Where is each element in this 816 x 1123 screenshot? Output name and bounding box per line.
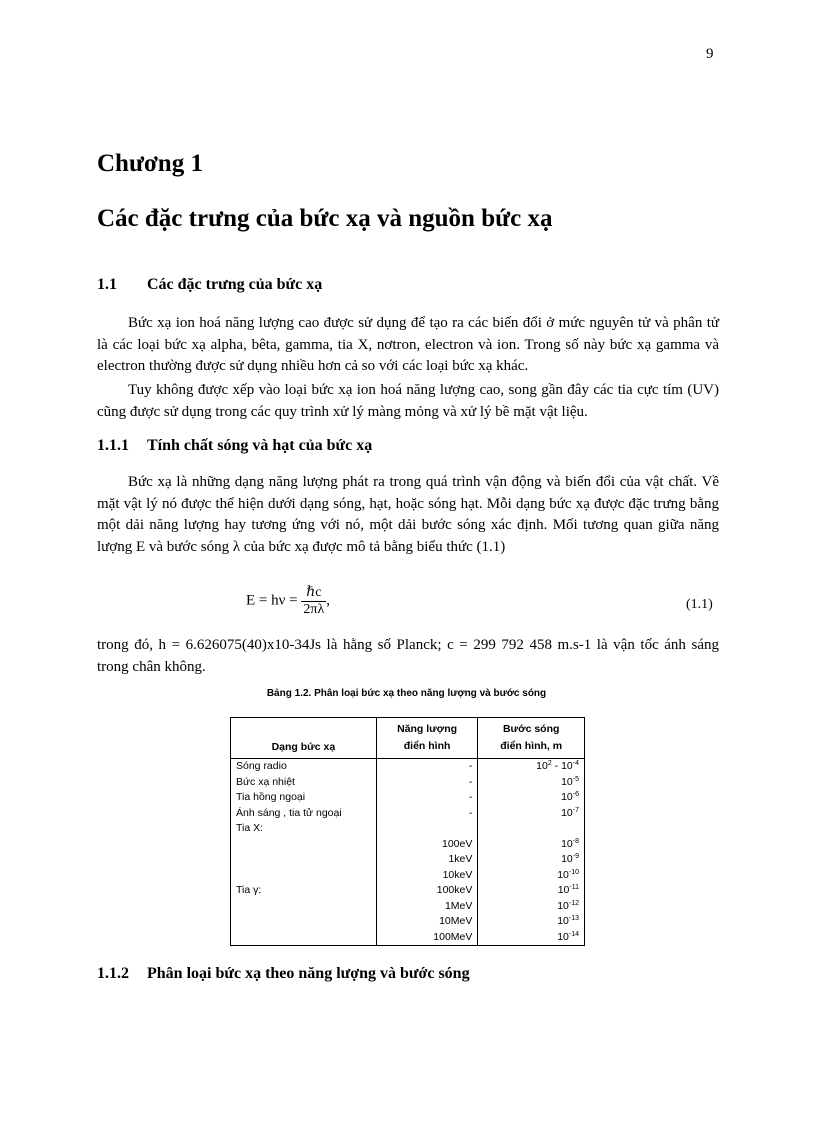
cell-wavelength: $10^{-6}$ [478, 790, 585, 806]
cell-type: Tia γ: [231, 883, 377, 899]
table-row [231, 837, 585, 853]
section-heading-1-1-1 [97, 437, 372, 455]
section-title: Tính chất sóng và hạt của bức xạ [147, 437, 373, 454]
cell-energy: - [376, 806, 478, 822]
chapter-title: Các đặc trưng của bức xạ và nguồn bức xạ [97, 205, 553, 232]
cell-type [231, 868, 377, 884]
cell-wavelength: $10^{-14}$ [478, 930, 585, 946]
equation-fraction [301, 584, 326, 618]
cell-energy: 100eV [376, 837, 478, 853]
cell-type: Tia X: [231, 821, 377, 837]
radiation-table [230, 717, 585, 946]
header-energy [376, 718, 478, 759]
table-row [231, 852, 585, 868]
cell-type [231, 914, 377, 930]
cell-energy: - [376, 790, 478, 806]
equation-lhs: E = hν = [246, 592, 298, 609]
cell-type: Sóng radio [231, 759, 377, 775]
cell-type [231, 837, 377, 853]
table-row [231, 790, 585, 806]
cell-wavelength: $10^{-8}$ [478, 837, 585, 853]
table-caption: Bảng 1.2. Phân loại bức xạ theo năng lượng và bước sóng [266, 688, 547, 699]
page-number: 9 [706, 46, 714, 62]
cell-type: Ánh sáng , tia tử ngoại [231, 806, 377, 822]
cell-wavelength: $10^{-12}$ [478, 899, 585, 915]
table-row [231, 806, 585, 822]
cell-wavelength: $10^2 - 10^{-4}$ [478, 759, 585, 775]
table-row [231, 759, 585, 775]
cell-energy [376, 821, 478, 837]
header-wavelength-line2: điển hình, m [500, 740, 563, 752]
cell-wavelength: $10^{-10}$ [478, 868, 585, 884]
equation-numerator: ℏc [301, 584, 326, 602]
table-row [231, 930, 585, 946]
cell-wavelength [478, 821, 585, 837]
cell-type [231, 852, 377, 868]
section-title: Phân loại bức xạ theo năng lượng và bước sóng [147, 965, 470, 982]
equation-denominator: 2πλ [303, 602, 325, 617]
section-heading-1-1 [97, 276, 322, 294]
cell-energy: 100MeV [376, 930, 478, 946]
cell-type [231, 930, 377, 946]
cell-energy: 10MeV [376, 914, 478, 930]
section-heading-1-1-2 [97, 965, 470, 983]
equation-label: (1.1) [686, 597, 713, 612]
cell-wavelength: $10^{-5}$ [478, 775, 585, 791]
cell-type: Bức xạ nhiệt [231, 775, 377, 791]
cell-energy: 1MeV [376, 899, 478, 915]
header-wavelength [478, 718, 585, 759]
table-row [231, 775, 585, 791]
section-number: 1.1.2 [97, 965, 129, 982]
paragraph-wave-particle: Bức xạ là những dạng năng lượng phát ra trong quá trình vận động và biến đổi của vật chất. Về mặt vật lý nó được thể hiện dưới dạng sóng, hạt, hoặc sóng hạt. Mỗi dạng bức xạ được đặc trưng bằng một dải năng lượng hay tương ứng với nó, một dải bước sóng xác định. Mối tương quan giữa năng lượng E và bước sóng λ của bức xạ được mô tả bằng biểu thức (1.1) [97, 474, 719, 555]
table-row [231, 883, 585, 899]
cell-type: Tia hồng ngoại [231, 790, 377, 806]
cell-wavelength: $10^{-7}$ [478, 806, 585, 822]
equation-1-1 [246, 584, 330, 618]
cell-wavelength: $10^{-13}$ [478, 914, 585, 930]
chapter-label: Chương 1 [97, 150, 203, 177]
table-header-row [231, 718, 585, 759]
paragraph-uv: Tuy không được xếp vào loại bức xạ ion hoá năng lượng cao, song gần đây các tia cực tím (UV) cũng được sử dụng trong các quy trình xử lý màng mỏng và xử lý bề mặt vật liệu. [97, 382, 719, 420]
cell-wavelength: $10^{-11}$ [478, 883, 585, 899]
table-row [231, 899, 585, 915]
header-radiation-type: Dạng bức xạ [231, 718, 377, 759]
table-row [231, 914, 585, 930]
paragraph-constants: trong đó, h = 6.626075(40)x10-34Js là hằng số Planck; c = 299 792 458 m.s-1 là vận tốc ánh sáng trong chân không. [97, 637, 719, 675]
equation-suffix: , [326, 592, 330, 609]
cell-energy: 10keV [376, 868, 478, 884]
paragraph-intro: Bức xạ ion hoá năng lượng cao được sử dụng để tạo ra các biến đổi ở mức nguyên tử và phân tử là các loại bức xạ alpha, bêta, gamma, tia X, nơtron, electron và ion. Trong số này bức xạ gamma và electron thường được sử dụng nhiều hơn cả so với các loại bức xạ khác. [97, 315, 719, 374]
cell-energy: - [376, 775, 478, 791]
header-energy-line2: điển hình [403, 740, 451, 752]
section-number: 1.1 [97, 276, 117, 293]
cell-energy: 100keV [376, 883, 478, 899]
header-energy-line1: Năng lượng [397, 723, 458, 735]
cell-type [231, 899, 377, 915]
cell-energy: - [376, 759, 478, 775]
header-wavelength-line1: Bước sóng [502, 723, 560, 735]
cell-energy: 1keV [376, 852, 478, 868]
cell-wavelength: $10^{-9}$ [478, 852, 585, 868]
section-number: 1.1.1 [97, 437, 129, 454]
table-row [231, 868, 585, 884]
table-row [231, 821, 585, 837]
section-title: Các đặc trưng của bức xạ [147, 276, 323, 293]
